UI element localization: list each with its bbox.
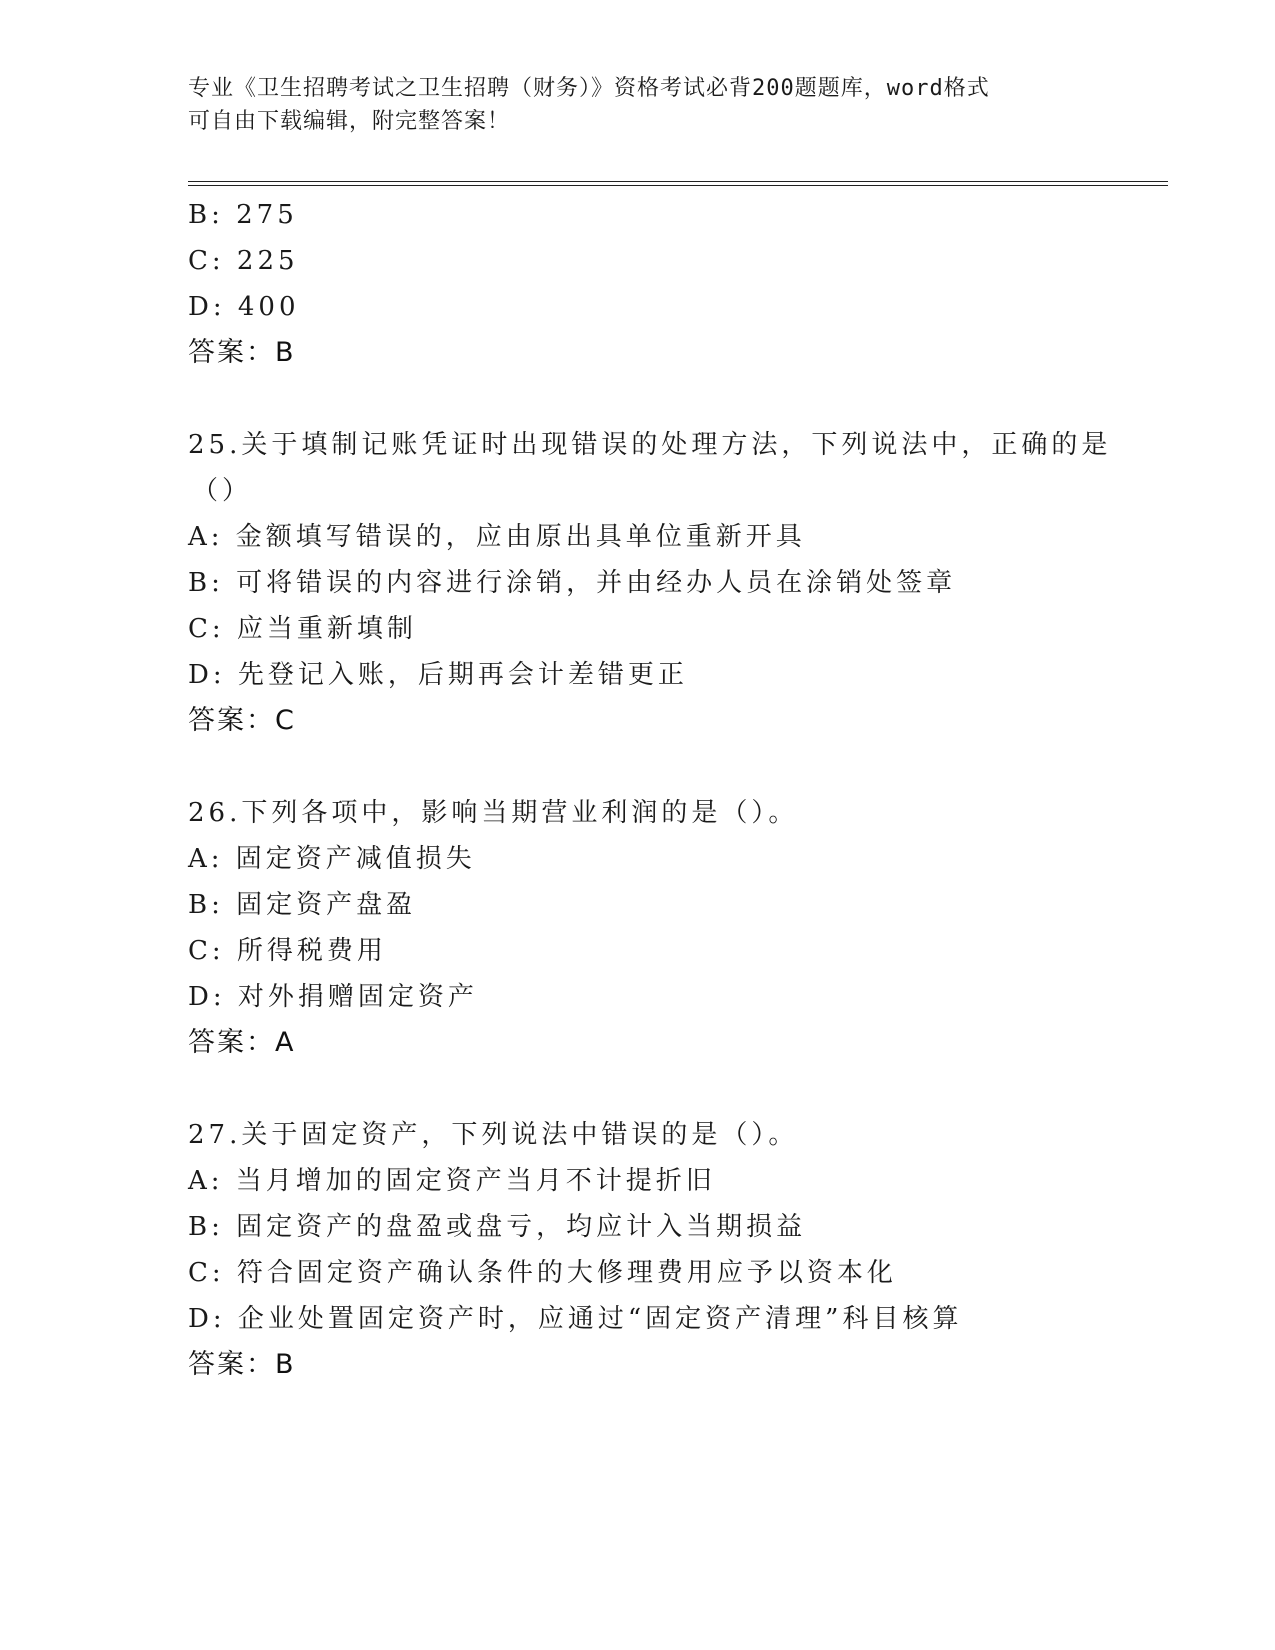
answer-line: 答案：B (188, 1349, 296, 1380)
header-line-2: 可自由下载编辑，附完整答案！ (188, 109, 511, 134)
option-d: D: 先登记入账，后期再会计差错更正 (188, 660, 688, 690)
previous-question-tail (188, 192, 1188, 376)
question-26 (188, 790, 1188, 1066)
option-b: B: 275 (188, 200, 298, 230)
question-text: 26.下列各项中，影响当期营业利润的是（）。 (188, 798, 799, 828)
header-divider-bottom (188, 185, 1168, 186)
option-d: D: 400 (188, 292, 300, 322)
option-d: D: 企业处置固定资产时，应通过“固定资产清理”科目核算 (188, 1304, 963, 1334)
question-27 (188, 1112, 1188, 1388)
document-body (188, 192, 1188, 1388)
spacer (188, 1066, 1188, 1112)
answer-line: 答案：B (188, 337, 296, 368)
option-c: C: 所得税费用 (188, 936, 387, 966)
document-header (188, 72, 1088, 138)
question-25 (188, 422, 1188, 744)
option-b: B: 固定资产的盘盈或盘亏，均应计入当期损益 (188, 1212, 807, 1242)
question-text: 25.关于填制记账凭证时出现错误的处理方法，下列说法中，正确的是 (188, 430, 1112, 460)
option-c: C: 应当重新填制 (188, 614, 417, 644)
option-d: D: 对外捐赠固定资产 (188, 982, 478, 1012)
spacer (188, 376, 1188, 422)
option-c: C: 符合固定资产确认条件的大修理费用应予以资本化 (188, 1258, 897, 1288)
header-divider-top (188, 181, 1168, 182)
answer-line: 答案：C (188, 705, 296, 736)
option-a: A: 当月增加的固定资产当月不计提折旧 (188, 1166, 716, 1196)
spacer (188, 744, 1188, 790)
option-a: A: 固定资产减值损失 (188, 844, 476, 874)
option-c: C: 225 (188, 246, 299, 276)
answer-line: 答案：A (188, 1027, 296, 1058)
question-text: 27.关于固定资产，下列说法中错误的是（）。 (188, 1120, 799, 1150)
header-line-1: 专业《卫生招聘考试之卫生招聘（财务）》资格考试必背200题题库，word格式 (188, 76, 990, 101)
question-text-continued: （） (192, 476, 253, 506)
option-b: B: 可将错误的内容进行涂销，并由经办人员在涂销处签章 (188, 568, 957, 598)
option-a: A: 金额填写错误的，应由原出具单位重新开具 (188, 522, 806, 552)
option-b: B: 固定资产盘盈 (188, 890, 417, 920)
